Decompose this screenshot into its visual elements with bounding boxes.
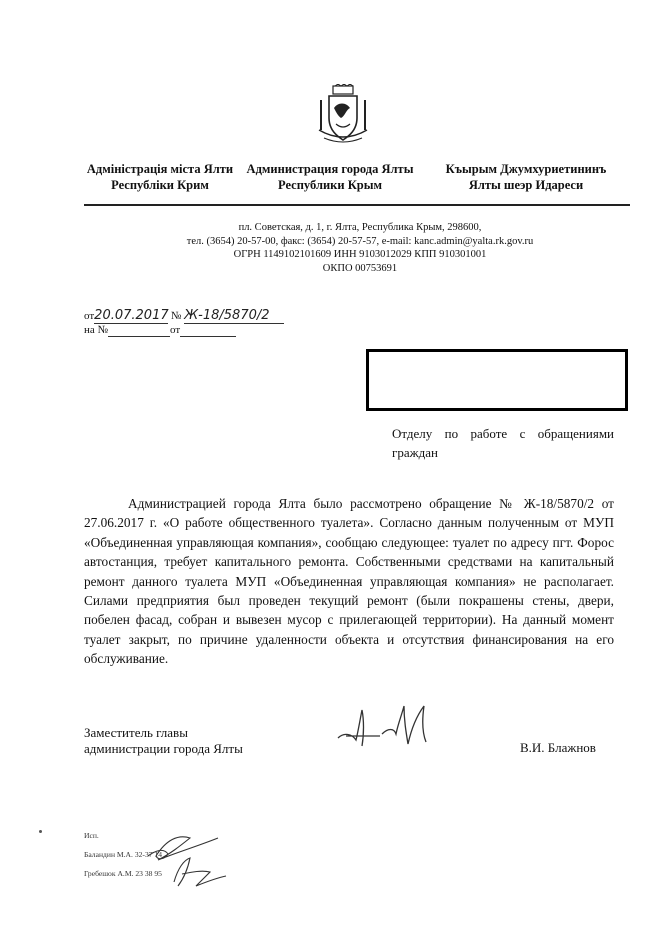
reply-date-blank	[180, 324, 236, 337]
recipient-line1: Отделу по работе с обращениями	[392, 426, 614, 441]
reply-mid: от	[170, 324, 181, 336]
address-line: пл. Советская, д. 1, г. Ялта, Республика Крым, 298600,	[238, 222, 482, 233]
signatory-name: В.И. Блажнов	[520, 740, 596, 755]
registration-line: ОГРН 1149102101609 ИНН 9103012029 КПП 910301001	[233, 249, 487, 260]
header-crimean-tatar-line1: Къырым Джумхуриетининъ	[445, 162, 607, 176]
letter-body: Администрацией города Ялта было рассмотрено обращение № Ж-18/5870/2 от 27.06.2017 г. «О работе общественного туалета». Согласно данным полученным от МУП «Объединенная управляющая компания», сообщаю следующее: туалет по адресу пгт. Форос автостанция, требует капитального ремонта. Собственными средствами на капитальный ремонт данного туалета МУП «Объединенная управляющая компания» не располагает. Силами предприятия был проведен текущий ремонт (были покрашены стены, двери, побелен фасад, собран и вывезен мусор с прилегающей территории). На данный момент туалет закрыт, по причине удаленности объекта и отсутствия финансирования на его обслуживание.	[84, 496, 614, 667]
scan-speck	[39, 830, 42, 833]
header-russian-line1: Администрация города Ялты	[246, 162, 414, 176]
header-ukrainian-line1: Адміністрація міста Ялти	[86, 162, 234, 176]
redacted-addressee-box	[366, 349, 628, 411]
header-russian-line2: Республики Крым	[278, 178, 382, 192]
contacts-line: тел. (3654) 20-57-00, факс: (3654) 20-57-57, e-mail: kanc.admin@yalta.rk.gov.ru	[186, 235, 534, 247]
reply-number-blank	[108, 324, 170, 337]
handwritten-signature	[332, 700, 442, 760]
executor-1: Баландин М.А. 32-37 14	[84, 850, 163, 859]
recipient-block	[392, 424, 614, 462]
signatory-role	[84, 725, 243, 757]
signatory-role-line2: администрации города Ялты	[84, 741, 243, 756]
okpo-line: ОКПО 00753691	[322, 262, 398, 274]
outgoing-number: Ж-18/5870/2	[184, 308, 284, 324]
executor-2: Гребешок А.М. 23 38 95	[84, 869, 162, 878]
header-russian	[244, 161, 416, 193]
outgoing-reference	[84, 306, 314, 346]
executor-initials-2	[168, 852, 248, 892]
header-crimean-tatar	[438, 161, 614, 193]
header-divider	[84, 204, 630, 206]
header-ukrainian	[80, 161, 240, 193]
header-crimean-tatar-line2: Ялты шеэр Идареси	[468, 178, 584, 192]
crimea-coat-of-arms-icon	[316, 84, 370, 148]
signatory-role-line1: Заместитель главы	[84, 725, 188, 740]
executors-label: Исп.	[84, 831, 99, 840]
recipient-line2: граждан	[392, 445, 438, 460]
from-prefix: от	[84, 310, 95, 322]
header-ukrainian-line2: Республіки Крим	[111, 178, 209, 192]
address-block	[160, 221, 560, 275]
outgoing-date: 20.07.2017	[94, 308, 169, 323]
reply-prefix: на №	[84, 324, 109, 336]
number-sign: №	[170, 310, 182, 322]
